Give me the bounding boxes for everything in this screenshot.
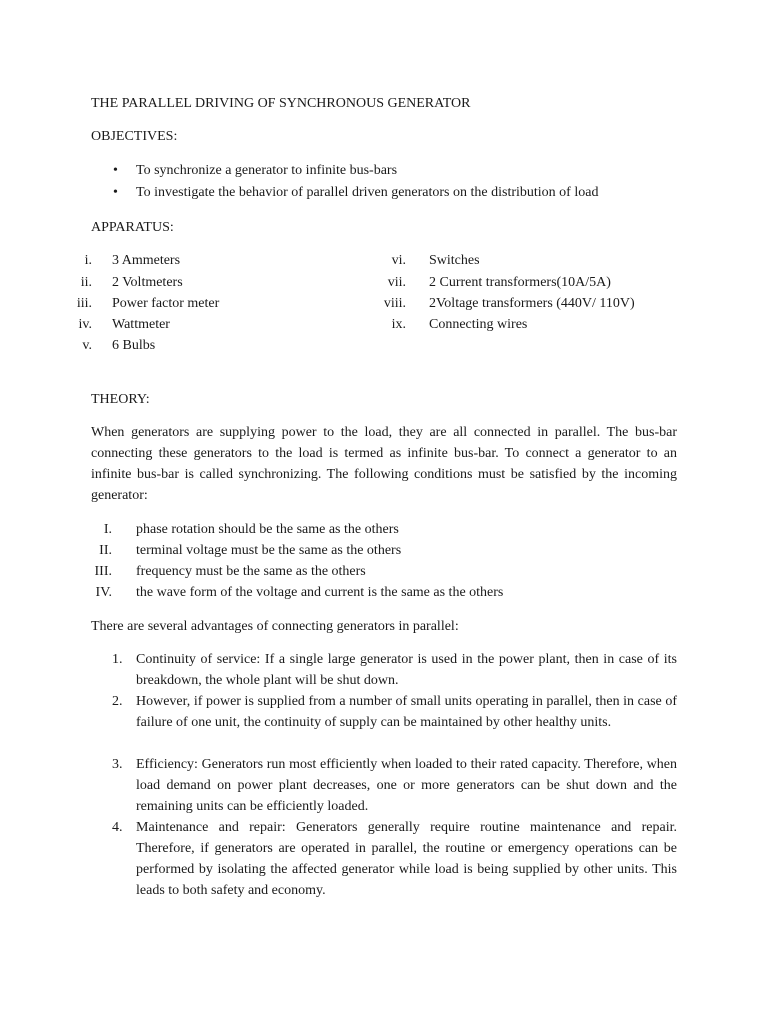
objectives-heading: OBJECTIVES: [91,129,178,144]
theory-paragraph: When generators are supplying power to the load, they are all connected in parallel. The bus-bar connecting these generators to the load is termed as infinite bus-bar. To connect a generator to an infinite bus-bar is called synchronizing. The following conditions must be satisfied by the incoming generator: [91,425,677,503]
theory-heading: THEORY: [91,392,150,407]
list-item: • To synchronize a generator to infinite bus-bars [91,160,598,182]
document-title: THE PARALLEL DRIVING OF SYNCHRONOUS GENERATOR [91,96,471,111]
objectives-list [91,160,598,204]
advantages-intro: There are several advantages of connecting generators in parallel: [91,619,459,634]
list-item: • To investigate the behavior of parallel driven generators on the distribution of load [91,182,598,204]
apparatus-heading: APPARATUS: [91,220,174,235]
